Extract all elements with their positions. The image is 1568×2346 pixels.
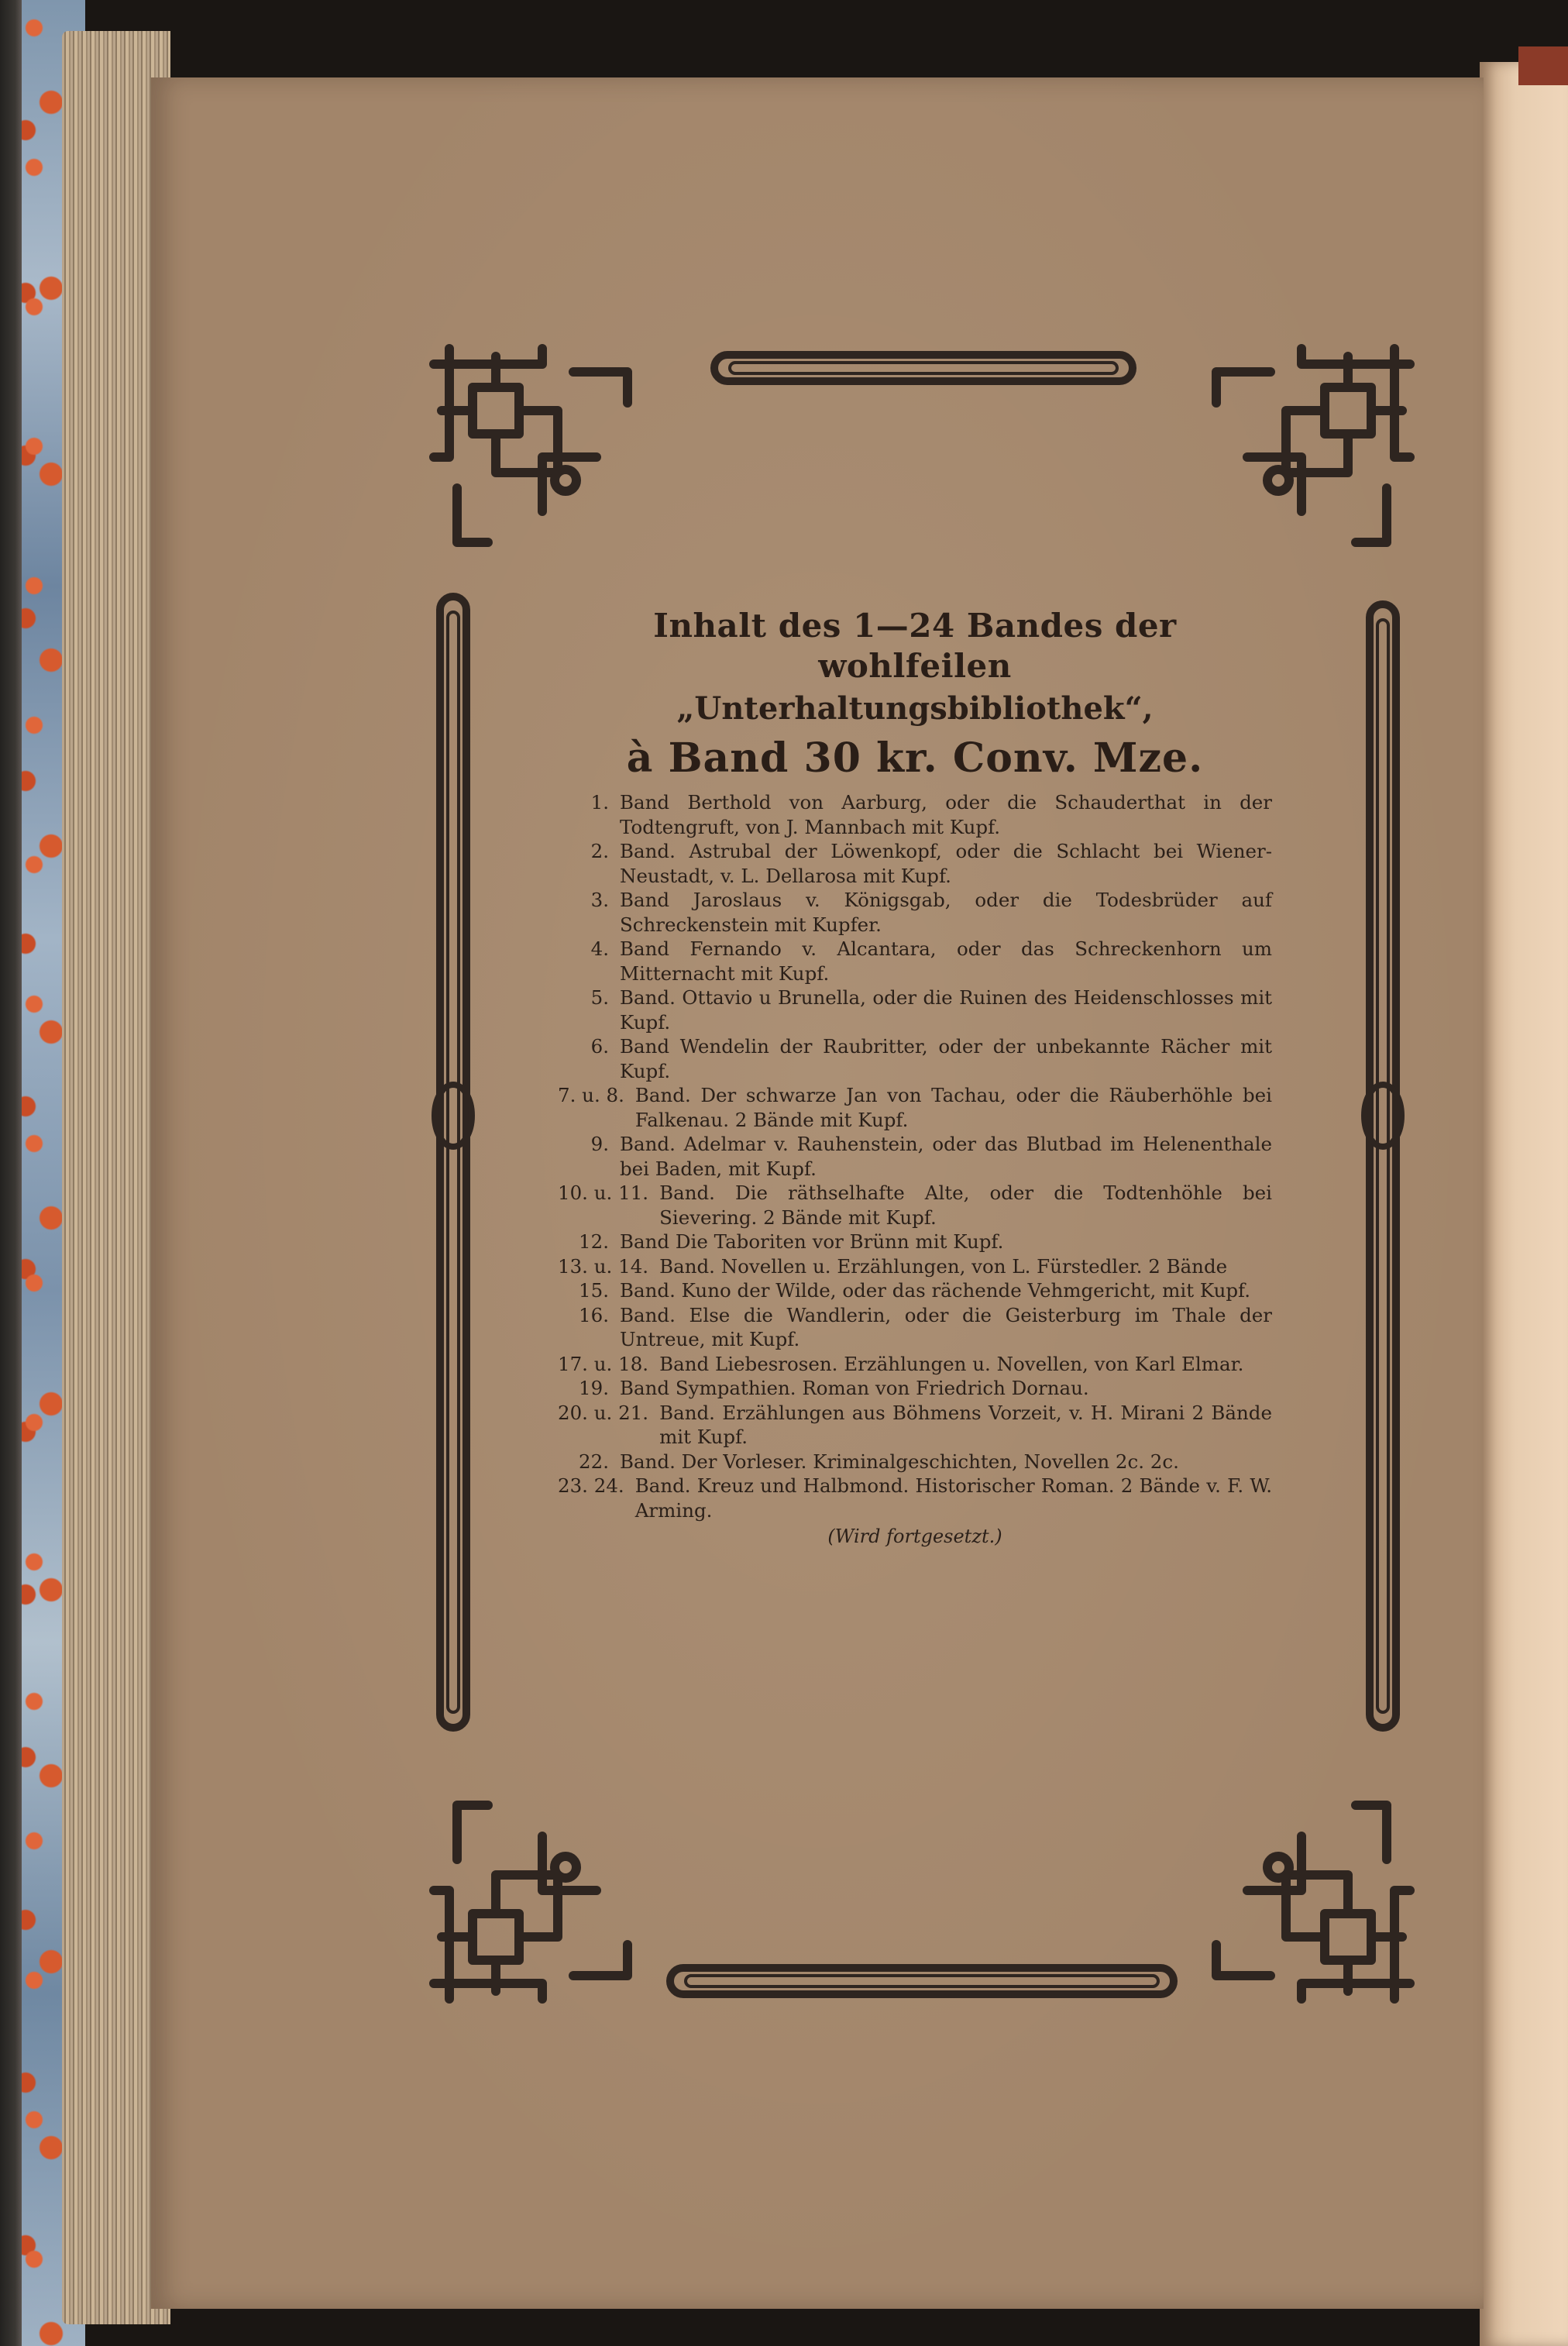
list-item [558,1401,1272,1450]
volume-title: Band Berthold von Aarburg, oder die Schauderthat in der Todtengruft, von J. Mannbach mit Kupf. [620,791,1272,838]
list-item [558,1278,1272,1303]
list-item [558,1254,1272,1279]
volume-title: Band Liebesrosen. Erzählungen u. Novellen, von Karl Elmar. [659,1352,1244,1375]
list-item [558,1352,1272,1377]
volume-number: 6. [590,1035,609,1058]
list-item [558,888,1272,937]
volume-title: Band Die Taboriten vor Brünn mit Kupf. [620,1230,1004,1253]
facing-page [1480,62,1568,2346]
volume-list [558,790,1272,1522]
list-item [558,1474,1272,1522]
list-item [558,1083,1272,1132]
contents-text [558,606,1272,1549]
list-item [558,1132,1272,1181]
volume-title: Band. Novellen u. Erzählungen, von L. Fürstedler. 2 Bände [659,1254,1228,1278]
volume-number: 2. [590,840,609,862]
volume-title: Band. Die räthselhafte Alte, oder die Todtenhöhle bei Sievering. 2 Bände mit Kupf. [659,1182,1272,1229]
volume-title: Band. Adelmar v. Rauhenstein, oder das Blutbad im Helenenthale bei Baden, mit Kupf. [620,1133,1272,1180]
binding-thread [1518,46,1568,85]
volume-number: 19. [579,1377,609,1399]
volume-number: 4. [590,937,609,960]
volume-number: 13. u. 14. [558,1254,649,1278]
list-item [558,839,1272,888]
volume-title: Band. Der Vorleser. Kriminalgeschichten, Novellen 2c. 2c. [620,1450,1179,1473]
volume-number: 20. u. 21. [558,1401,649,1424]
list-item [558,790,1272,839]
volume-title: Band. Der schwarze Jan von Tachau, oder die Räuberhöhle bei Falkenau. 2 Bände mit Kupf. [634,1084,1272,1131]
heading-line-1: Inhalt des 1—24 Bandes der wohlfeilen [653,607,1177,685]
heading-line-2: „Unterhaltungsbibliothek“, [676,690,1154,727]
volume-number: 12. [579,1230,609,1253]
volume-title: Band Fernando v. Alcantara, oder das Schreckenhorn um Mitternacht mit Kupf. [620,937,1272,985]
volume-number: 15. [579,1279,609,1302]
volume-title: Band. Kuno der Wilde, oder das rächende Vehmgericht, mit Kupf. [620,1279,1251,1302]
volume-title: Band. Ottavio u Brunella, oder die Ruinen des Heidenschlosses mit Kupf. [620,986,1272,1034]
list-item [558,1034,1272,1083]
volume-number: 7. u. 8. [558,1084,624,1106]
volume-title: Band. Erzählungen aus Böhmens Vorzeit, v. H. Mirani 2 Bände mit Kupf. [659,1401,1272,1448]
volume-number: 23. 24. [558,1474,624,1497]
volume-title: Band Sympathien. Roman von Friedrich Dornau. [620,1377,1089,1399]
volume-number: 5. [590,986,609,1009]
volume-number: 17. u. 18. [558,1352,649,1375]
heading-price-line: à Band 30 kr. Conv. Mze. [626,734,1204,782]
list-item [558,1376,1272,1401]
volume-number: 22. [579,1450,609,1473]
cover-edge [0,0,22,2346]
list-item [558,1303,1272,1352]
volume-title: Band. Else die Wandlerin, oder die Geisterburg im Thale der Untreue, mit Kupf. [620,1303,1272,1350]
volume-number: 1. [590,791,609,814]
volume-title: Band. Kreuz und Halbmond. Historischer Roman. 2 Bände v. F. W. Arming. [634,1474,1272,1522]
volume-number: 9. [590,1133,609,1155]
list-item [558,1450,1272,1474]
volume-number: 10. u. 11. [558,1182,649,1204]
continued-note: (Wird fortgesetzt.) [827,1526,1002,1547]
volume-title: Band Jaroslaus v. Königsgab, oder die Todesbrüder auf Schreckenstein mit Kupfer. [620,889,1272,936]
volume-title: Band Wendelin der Raubritter, oder der unbekannte Rächer mit Kupf. [620,1035,1272,1082]
volume-number: 3. [590,889,609,911]
volume-number: 16. [579,1303,609,1326]
list-item [558,1181,1272,1230]
list-item [558,937,1272,986]
list-item [558,986,1272,1034]
volume-title: Band. Astrubal der Löwenkopf, oder die Schlacht bei Wiener-Neustadt, v. L. Dellarosa mit Kupf. [620,840,1272,887]
list-item [558,1230,1272,1254]
